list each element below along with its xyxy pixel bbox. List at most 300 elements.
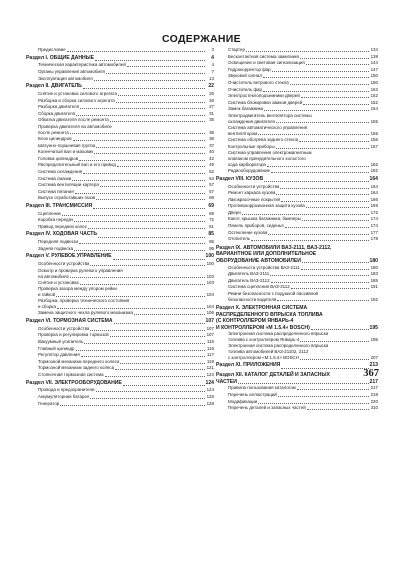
- dot-leader: [299, 141, 369, 142]
- dot-leader: [303, 104, 369, 105]
- dot-leader: [94, 80, 205, 81]
- toc-entry-row: [26, 246, 214, 253]
- toc-section-heading: [216, 245, 378, 265]
- toc-section-title-line: Раздел X. ЭЛЕКТРОННАЯ СИСТЕМА: [216, 305, 308, 312]
- toc-entry-row: [26, 47, 214, 54]
- toc-entry-row: [26, 211, 214, 218]
- toc-section-title-line: И КОНТРОЛЛЕРОМ «М 1.5.4» BOSCH): [216, 324, 310, 331]
- toc-entry-row: [26, 111, 214, 118]
- dot-leader: [276, 148, 369, 149]
- toc-entry-title: Задняя подвеска: [38, 245, 74, 251]
- dot-leader: [290, 84, 369, 85]
- toc-entry-row: [26, 91, 214, 98]
- toc-section-row: [216, 258, 378, 265]
- toc-entry-row: [216, 385, 378, 392]
- toc-entry-row: [216, 223, 378, 230]
- toc-page-number: 164: [369, 175, 378, 182]
- toc-section-title-line: (С КОНТРОЛЛЕРОМ ЯНВАРЬ-4: [216, 318, 294, 325]
- toc-page-number: 72: [209, 217, 214, 223]
- toc-entry-row: [26, 310, 214, 317]
- toc-section-row: [216, 325, 378, 332]
- toc-page-number: 152: [370, 86, 378, 92]
- dot-leader: [281, 368, 368, 369]
- toc-section-row: [26, 203, 214, 211]
- dot-leader: [110, 336, 205, 337]
- toc-entry-title: Тормозной механизм переднего колеса: [38, 358, 120, 364]
- toc-page-number: 119: [206, 358, 214, 364]
- dot-leader: [278, 396, 369, 397]
- dot-leader: [277, 300, 369, 301]
- dot-leader: [268, 234, 369, 235]
- toc-entry-title: Система смазки: [38, 175, 72, 181]
- toc-section-row: [216, 379, 378, 386]
- toc-page-number: 192: [370, 297, 378, 303]
- toc-entry-row: [216, 47, 378, 54]
- toc-page-number: 4: [211, 54, 214, 61]
- toc-entry-row: [216, 106, 378, 113]
- dot-leader: [302, 262, 369, 263]
- toc-entry-title: Перечень деталей и запасных частей: [228, 405, 306, 411]
- dot-leader: [90, 265, 205, 266]
- toc-page-number: 128: [206, 400, 214, 406]
- toc-page-number: 164: [370, 190, 378, 196]
- dot-leader: [88, 228, 205, 229]
- toc-entry-title: Проверка двигателя на автомобиле: [38, 123, 112, 129]
- toc-entry-row: [216, 284, 378, 291]
- toc-entry-title: Сборка двигателя: [38, 110, 76, 116]
- toc-entry-title: Проверка и регулировка тормозов: [38, 332, 109, 338]
- toc-entry-title: Разборка двигателя: [38, 104, 80, 110]
- toc-page-number: 177: [370, 229, 378, 235]
- dot-leader: [57, 308, 205, 309]
- toc-entry-row: [26, 162, 214, 169]
- toc-page-number: 178: [370, 236, 378, 242]
- toc-entry-title: Техническая характеристика автомобилей: [38, 62, 126, 68]
- dot-leader: [267, 166, 369, 167]
- toc-entry-row: [26, 239, 214, 246]
- toc-entry-title: Распределительный вал и его привод: [38, 162, 116, 168]
- dot-leader: [127, 66, 205, 67]
- toc-page-number: 183: [370, 271, 378, 277]
- toc-entry-title: Контрольные приборы: [228, 143, 275, 149]
- toc-entry-title: Электродвигатель вентилятора системы: [228, 112, 312, 118]
- toc-entry-title: Стояночная тормозная система: [38, 371, 104, 377]
- dot-leader: [96, 391, 205, 392]
- dot-leader: [73, 140, 205, 141]
- toc-page-number: 104: [206, 292, 214, 298]
- dot-leader: [301, 269, 369, 270]
- toc-entry-title: клапаном принудительного холостого: [228, 156, 306, 162]
- toc-entry-title: Коробка передач: [38, 217, 74, 223]
- toc-page-number: 213: [369, 362, 378, 369]
- toc-entry-title: Противокоррозионная защита кузова: [228, 203, 305, 209]
- toc-right-column: [216, 47, 378, 412]
- toc-entry-title: топлива с контроллером Январь-4: [228, 337, 300, 343]
- toc-entry-title: Блок цилиндров: [38, 135, 72, 141]
- dot-leader: [270, 275, 369, 276]
- toc-entry-title: Предисловие: [38, 47, 66, 52]
- toc-entry-row: [216, 392, 378, 399]
- dot-leader: [76, 350, 205, 351]
- toc-entry-title: Шатунно-поршневая группа: [38, 142, 96, 148]
- toc-page-number: 54: [209, 175, 214, 181]
- dot-leader: [117, 166, 205, 167]
- toc-entry-title: Регулятор давления: [38, 352, 80, 358]
- toc-page-number: 116: [206, 345, 214, 351]
- toc-page-number: 106: [206, 310, 214, 316]
- toc-page-number: 107: [206, 332, 214, 338]
- dot-leader: [80, 108, 205, 109]
- toc-entry-title: Очиститель фар: [228, 86, 262, 92]
- toc-entry-row: [26, 352, 214, 359]
- toc-entry-row: [216, 265, 378, 272]
- dot-leader: [291, 288, 369, 289]
- dot-leader: [238, 383, 369, 384]
- toc-page-number: 125: [206, 393, 214, 399]
- toc-entry-row: [26, 104, 214, 111]
- toc-entry-title: и гайкой: [38, 292, 56, 298]
- toc-page-number: 155: [370, 118, 378, 124]
- toc-page-number: 162: [370, 162, 378, 168]
- dot-leader: [263, 91, 369, 92]
- toc-entry-row: [26, 156, 214, 163]
- toc-section-title-line: ВАРИАНТНОЕ ИЛИ ДОПОЛНИТЕЛЬНОЕ: [216, 251, 317, 258]
- dot-leader: [242, 214, 369, 215]
- toc-entry-row: [26, 339, 214, 346]
- toc-page-number: 85: [209, 239, 214, 245]
- toc-page-number: 49: [209, 162, 214, 168]
- toc-page-number: 150: [370, 79, 378, 85]
- toc-entry-title: топлива автомобилей ВАЗ-21102, 2112: [228, 349, 309, 355]
- toc-entry-title: Тормозной механизм заднего колеса: [38, 365, 115, 371]
- dot-leader: [70, 133, 205, 134]
- dot-leader: [79, 160, 205, 161]
- toc-entry-row: [216, 271, 378, 278]
- toc-entry-row: [26, 280, 214, 287]
- toc-page-number: 22: [208, 83, 214, 90]
- toc-entry-row: [216, 203, 378, 210]
- toc-page-number: 155: [370, 130, 378, 136]
- toc-section-row: [26, 380, 214, 388]
- toc-entry-title: Раздел IV. ХОДОВАЯ ЧАСТЬ: [26, 231, 98, 238]
- toc-entry-title: с контроллером «М 1.5.4» BOSCH: [228, 355, 299, 361]
- toc-section-title-line: Раздел IX. АВТОМОБИЛИ ВАЗ-2111, ВАЗ-2112,: [216, 244, 332, 251]
- toc-entry-title: Особенности устройства ВАЗ-2111: [228, 264, 300, 270]
- dot-leader: [271, 282, 369, 283]
- dot-leader: [60, 405, 205, 406]
- dot-leader: [106, 73, 205, 74]
- dot-leader: [72, 180, 205, 181]
- toc-entry-title: охлаждения двигателя: [228, 118, 275, 124]
- toc-entry-title: Очиститель ветрового стекла: [228, 79, 289, 85]
- toc-entry-title: после ремонта: [38, 129, 69, 135]
- toc-entry-title: Передняя подвеска: [38, 239, 79, 245]
- dot-leader: [300, 359, 369, 360]
- toc-entry-row: [216, 197, 378, 204]
- dot-leader: [70, 277, 205, 278]
- toc-page-number: 42: [209, 155, 214, 161]
- toc-page-number: 103: [206, 279, 214, 285]
- dot-leader: [74, 221, 205, 222]
- dot-leader: [306, 64, 369, 65]
- toc-entry-row: [26, 143, 214, 150]
- page-title: СОДЕРЖАНИЕ: [162, 33, 241, 45]
- toc-entry-title: Коленчатый вал и маховик: [38, 149, 94, 155]
- toc-page-number: 35: [209, 117, 214, 123]
- toc-entry-title: Привод передних колес: [38, 223, 87, 229]
- toc-entry-title: Замок багажника: [228, 106, 264, 112]
- toc-entry-row: [26, 189, 214, 196]
- toc-entry-row: [216, 100, 378, 107]
- toc-entry-title: Аккумуляторная батарея: [38, 393, 90, 399]
- dot-leader: [302, 220, 369, 221]
- toc-page-number: 107: [205, 318, 214, 325]
- toc-entry-row: [216, 399, 378, 406]
- toc-entry-row: [216, 355, 378, 361]
- toc-section-row: [26, 253, 214, 261]
- toc-entry-title: Особенности устройства: [38, 261, 90, 267]
- dot-leader: [93, 208, 205, 209]
- dot-leader: [258, 403, 369, 404]
- toc-section-row: [26, 83, 214, 91]
- dot-leader: [264, 110, 369, 111]
- toc-page-number: 68: [209, 195, 214, 201]
- toc-section-title-line: ОБОРУДОВАНИЕ АВТОМОБИЛЕЙ: [216, 258, 301, 265]
- dot-leader: [56, 296, 205, 297]
- toc-entry-row: [26, 359, 214, 366]
- toc-entry-title: Система автоматического управления: [228, 124, 308, 130]
- toc-page-number: 310: [370, 405, 378, 411]
- toc-page-number: 26: [209, 97, 214, 103]
- toc-entry-title: Осмотр и проверка рулевого управления: [38, 267, 123, 273]
- dot-leader: [83, 173, 205, 174]
- toc-page-number: 138: [370, 53, 378, 59]
- toc-page-number: 180: [370, 264, 378, 270]
- toc-section-title-line: РАСПРЕДЕЛЕННОГО ВПРЫСКА ТОПЛИВА: [216, 311, 323, 318]
- toc-entry-row: [216, 230, 378, 237]
- dot-leader: [62, 215, 205, 216]
- toc-entry-title: на автомобиле: [38, 273, 69, 279]
- toc-page-number: 191: [370, 284, 378, 290]
- toc-entry-title: Система сцепления ВАЗ-2112: [228, 284, 290, 290]
- toc-page-number: 124: [205, 379, 214, 386]
- toc-left-column: [26, 47, 214, 407]
- toc-entry-row: [216, 144, 378, 151]
- toc-page-number: 3: [211, 47, 214, 52]
- dot-leader: [297, 389, 369, 390]
- toc-page-number: 37: [209, 142, 214, 148]
- dot-leader: [311, 329, 369, 330]
- toc-section-row: [26, 55, 214, 63]
- toc-entry-title: Двигатель ВАЗ-2112: [228, 277, 270, 283]
- toc-entry-title: Ремни безопасности с подушкой пассивной: [228, 291, 319, 297]
- toc-page-number: 134: [370, 47, 378, 52]
- toc-page-number: 144: [370, 60, 378, 66]
- toc-entry-title: Снятие и установка: [38, 279, 79, 285]
- toc-entry-title: Вакуумный усилитель: [38, 339, 84, 344]
- toc-page-number: 27: [209, 104, 214, 110]
- toc-entry-row: [26, 98, 214, 105]
- toc-entry-row: [26, 136, 214, 143]
- toc-entry-title: Система обогрева заднего стекла: [228, 136, 299, 142]
- toc-entry-row: [26, 169, 214, 176]
- dot-leader: [90, 330, 205, 331]
- toc-entry-title: Модификации: [228, 398, 258, 404]
- dot-leader: [271, 172, 369, 173]
- dot-leader: [114, 323, 205, 324]
- toc-entry-title: Головка цилиндров: [38, 155, 79, 161]
- toc-entry-row: [216, 67, 378, 74]
- toc-entry-title: Органы управления автомобиля: [38, 68, 105, 74]
- toc-page-number: 104: [206, 304, 214, 310]
- toc-page-number: 36: [209, 129, 214, 135]
- dot-leader: [74, 250, 205, 251]
- toc-page-number: 25: [209, 90, 214, 96]
- dot-leader: [115, 369, 205, 370]
- toc-entry-row: [26, 62, 214, 69]
- toc-entry-title: Перечень иллюстраций: [228, 391, 277, 397]
- toc-entry-row: [26, 261, 214, 268]
- dot-leader: [83, 88, 205, 89]
- toc-page-number: 154: [370, 106, 378, 112]
- toc-entry-title: Обкатка двигателя после ремонта: [38, 117, 109, 123]
- toc-entry-title: Электростеклоподъемники дверей: [228, 93, 300, 99]
- toc-page-number: 166: [370, 196, 378, 202]
- toc-page-number: 172: [370, 209, 378, 215]
- toc-entry-row: [26, 182, 214, 189]
- toc-entry-row: [216, 190, 378, 197]
- toc-entry-row: [26, 76, 214, 83]
- dot-leader: [300, 341, 369, 342]
- toc-entry-title: Панель приборов, сиденья: [228, 223, 284, 229]
- dot-leader: [300, 58, 369, 59]
- toc-page-number: 57: [209, 188, 214, 194]
- toc-entry-row: [26, 372, 214, 379]
- toc-entry-title: Особенности устройства: [228, 183, 280, 189]
- toc-entry-title: Освещение и световая сигнализация: [228, 60, 305, 66]
- toc-entry-title: Лакокрасочные покрытия: [228, 196, 281, 202]
- toc-page-number: 195: [369, 324, 378, 331]
- toc-entry-title: Электронная система распределенного впрыска: [228, 331, 329, 337]
- toc-entry-title: Капот, крышка багажника, бамперы: [228, 216, 301, 222]
- toc-entry-row: [26, 346, 214, 353]
- toc-page-number: 100: [205, 253, 214, 260]
- dot-leader: [301, 97, 369, 98]
- toc-entry-row: [216, 168, 378, 175]
- dot-leader: [105, 376, 205, 377]
- toc-page-number: 121: [206, 365, 214, 371]
- toc-entry-title: Двери: [228, 209, 241, 215]
- toc-entry-title: Выпуск отработавших газов: [38, 195, 96, 201]
- toc-page-number: 4: [211, 62, 214, 68]
- toc-page-number: 162: [370, 168, 378, 174]
- toc-entry-title: Отопитель: [228, 236, 250, 242]
- toc-entry-title: Остекление кузова: [228, 229, 268, 235]
- dot-leader: [110, 121, 205, 122]
- dot-leader: [120, 363, 205, 364]
- toc-page-number: 103: [206, 273, 214, 279]
- dot-leader: [98, 237, 205, 238]
- toc-entry-row: [26, 365, 214, 372]
- toc-entry-row: [26, 326, 214, 333]
- toc-entry-title: Система вентиляции картера: [38, 182, 99, 188]
- toc-page-number: 185: [370, 277, 378, 283]
- toc-page-number: 217: [369, 378, 378, 385]
- toc-page-number: 69: [209, 210, 214, 216]
- toc-page-number: 52: [209, 168, 214, 174]
- toc-page-number: 69: [208, 202, 214, 209]
- toc-entry-title: Эксплуатация автомобиля: [38, 75, 93, 81]
- toc-entry-title: Радиооборудование: [228, 168, 271, 174]
- toc-entry-row: [216, 137, 378, 144]
- toc-entry-row: [26, 176, 214, 183]
- toc-page-number: 220: [370, 398, 378, 404]
- toc-entry-title: Раздел III. ТРАНСМИССИЯ: [26, 202, 93, 209]
- toc-entry-row: [216, 73, 378, 80]
- toc-entry-row: [216, 93, 378, 100]
- toc-entry-title: вентилятором: [228, 130, 258, 136]
- dot-leader: [258, 134, 369, 135]
- toc-page-number: 107: [206, 325, 214, 331]
- toc-section-heading: [216, 372, 378, 385]
- toc-entry-row: [216, 87, 378, 94]
- dot-leader: [79, 243, 205, 244]
- toc-entry-title: Генератор: [38, 400, 60, 406]
- dot-leader: [94, 153, 205, 154]
- toc-entry-row: [216, 216, 378, 223]
- toc-entry-title: Звуковой сигнал: [228, 73, 262, 79]
- toc-entry-row: [216, 236, 378, 243]
- toc-entry-row: [26, 149, 214, 156]
- toc-section-row: [26, 231, 214, 239]
- toc-entry-title: Раздел VI. ТОРМОЗНАЯ СИСТЕМА: [26, 318, 113, 325]
- toc-entry-title: Стартер: [228, 47, 245, 52]
- toc-entry-title: Правила пользования каталогом: [228, 385, 296, 391]
- dot-leader: [134, 314, 205, 315]
- dot-leader: [96, 147, 205, 148]
- dot-leader: [100, 186, 205, 187]
- toc-page-number: 152: [370, 99, 378, 105]
- toc-page-number: 13: [209, 75, 214, 81]
- dot-leader: [281, 201, 369, 202]
- toc-entry-title: Бесконтактная система зажигания: [228, 53, 299, 59]
- toc-entry-title: Раздел II. ДВИГАТЕЛЬ: [26, 83, 82, 90]
- toc-page-number: 152: [370, 93, 378, 99]
- dot-leader: [307, 409, 369, 410]
- toc-entry-row: [26, 394, 214, 401]
- dot-leader: [285, 227, 369, 228]
- toc-entry-title: Ремонт каркаса кузова: [228, 190, 276, 196]
- toc-entry-row: [26, 195, 214, 202]
- toc-page-number: 169: [370, 203, 378, 209]
- dot-leader: [75, 193, 205, 194]
- toc-entry-row: [216, 184, 378, 191]
- toc-entry-title: Двигатель ВАЗ-2111: [228, 271, 270, 277]
- dot-leader: [113, 259, 205, 260]
- toc-page-number: 157: [370, 143, 378, 149]
- toc-page-number: 31: [209, 110, 214, 116]
- toc-page-number: 36: [209, 135, 214, 141]
- toc-page-number: 164: [370, 183, 378, 189]
- toc-page-number: 207: [370, 355, 378, 361]
- toc-entry-row: [216, 60, 378, 67]
- toc-page-number: 150: [370, 73, 378, 79]
- toc-entry-title: Система охлаждения: [38, 168, 83, 174]
- toc-section-title-line: ЧАСТЕЙ: [216, 378, 237, 385]
- toc-entry-row: [26, 117, 214, 124]
- toc-entry-row: [216, 405, 378, 412]
- toc-page-number: 147: [370, 66, 378, 72]
